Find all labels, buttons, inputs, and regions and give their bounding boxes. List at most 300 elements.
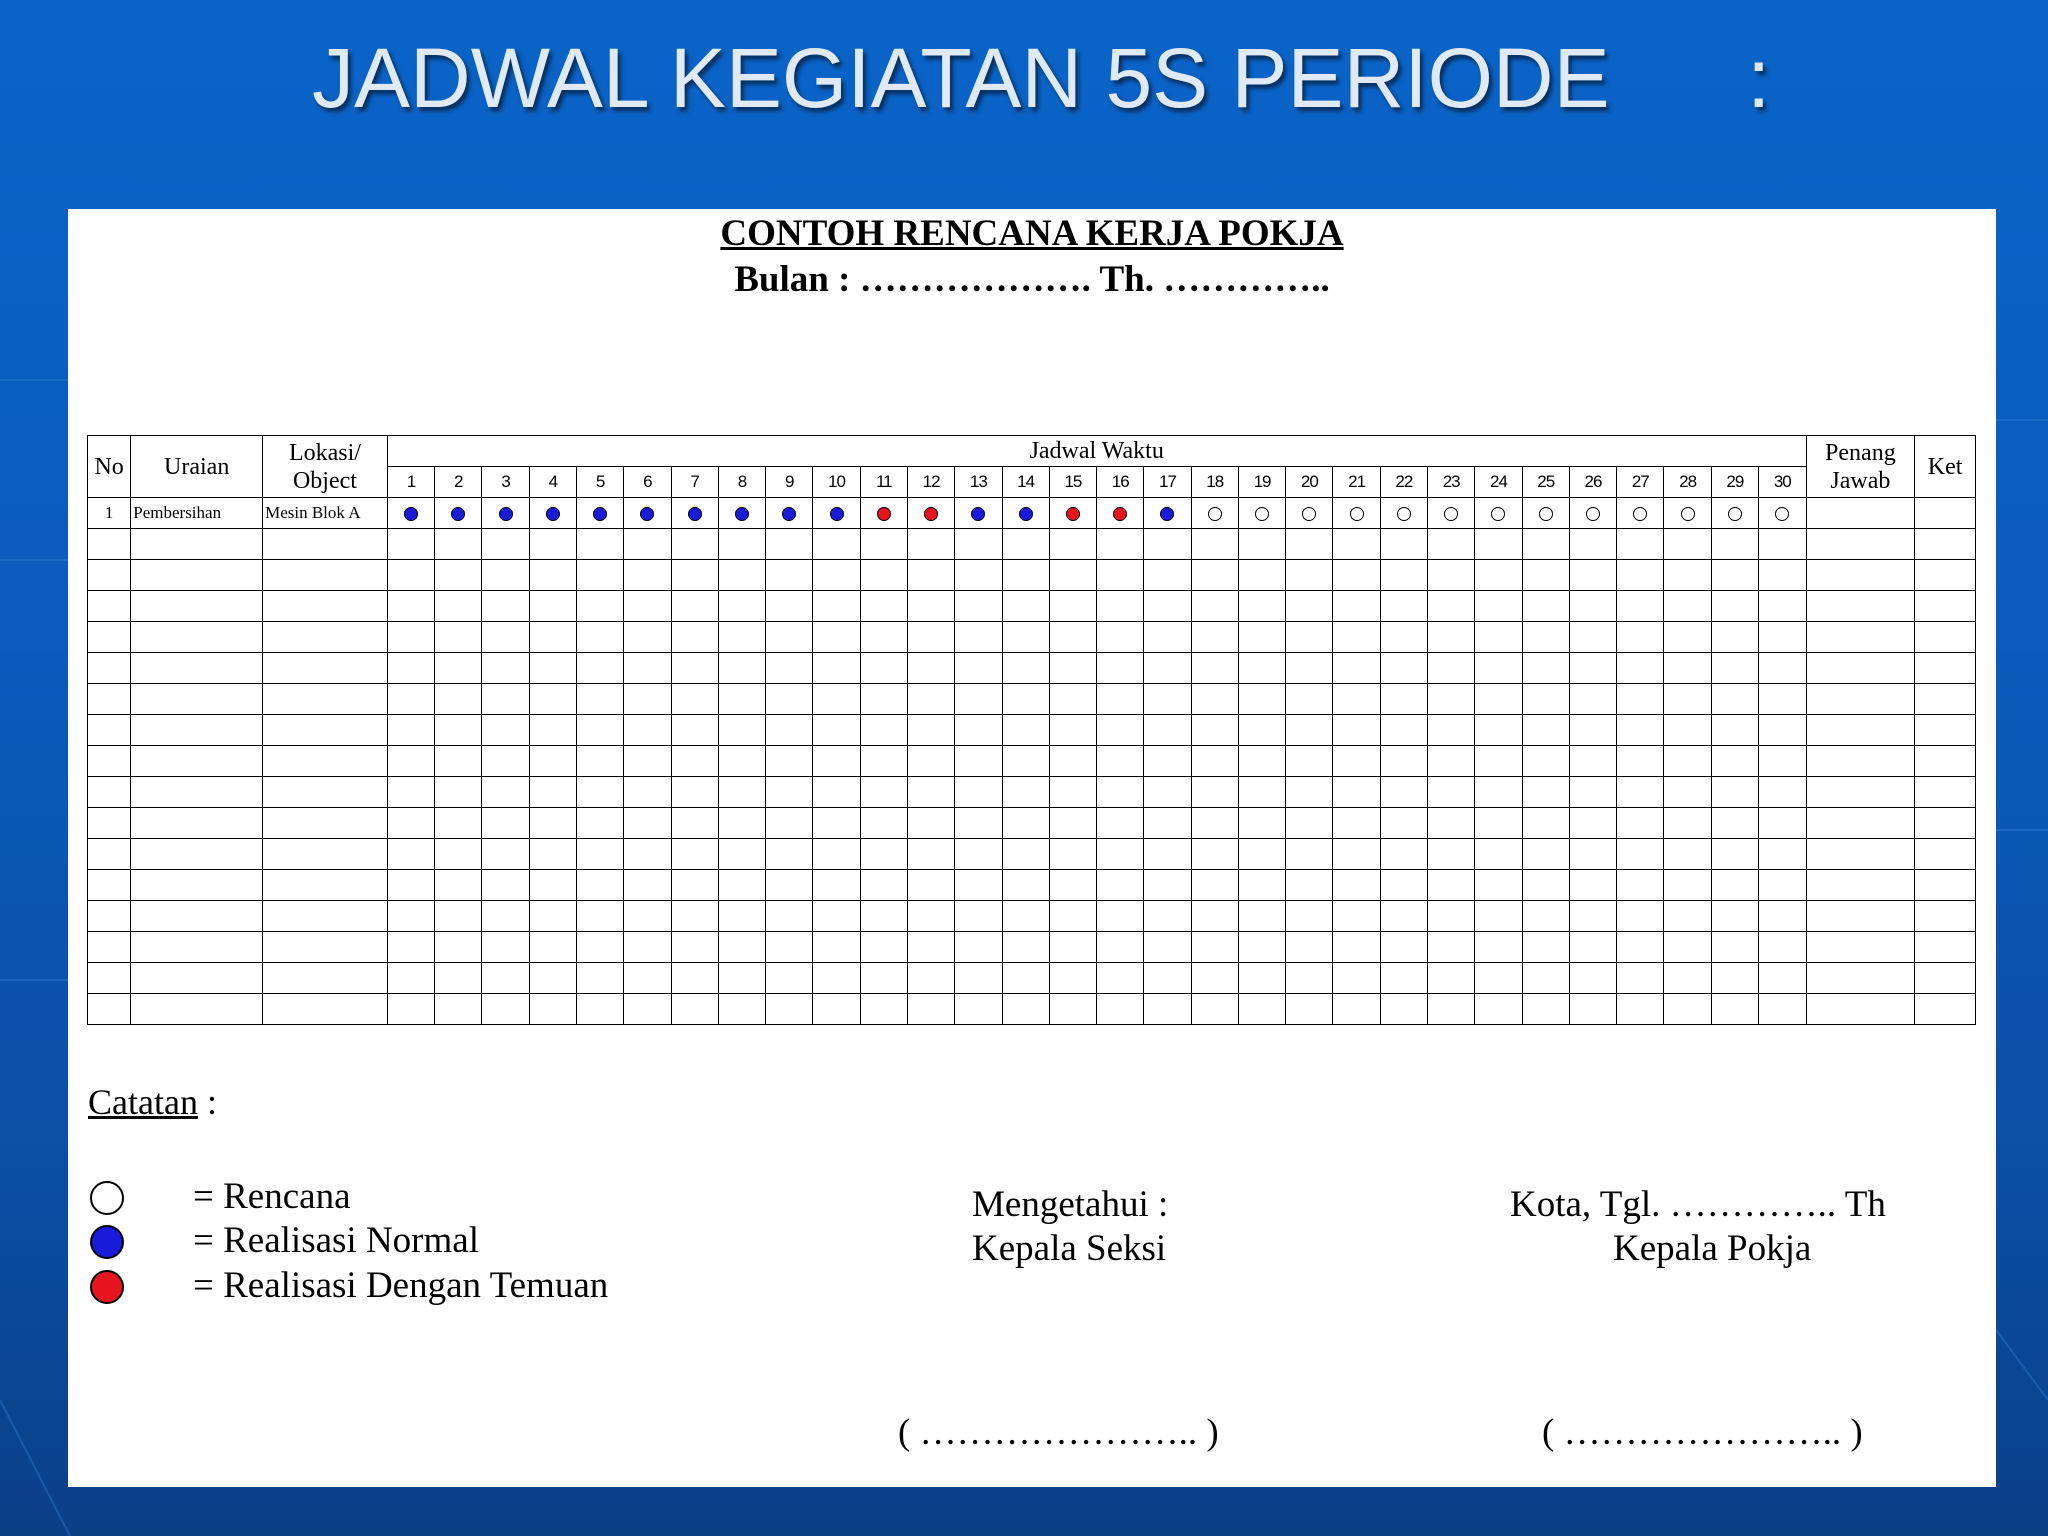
- empty-cell: [1806, 746, 1915, 777]
- empty-cell: [387, 963, 434, 994]
- empty-cell: [1759, 839, 1807, 870]
- empty-cell: [88, 932, 131, 963]
- empty-cell: [1144, 994, 1191, 1025]
- empty-cell: [1097, 901, 1144, 932]
- empty-cell: [1806, 901, 1915, 932]
- empty-cell: [907, 808, 954, 839]
- day-header: 13: [955, 467, 1002, 498]
- day-cell: [1097, 498, 1144, 529]
- day-cell: [1191, 498, 1238, 529]
- empty-cell: [1475, 560, 1522, 591]
- empty-cell: [576, 963, 623, 994]
- empty-cell: [718, 963, 765, 994]
- day-header: 7: [671, 467, 718, 498]
- empty-cell: [671, 901, 718, 932]
- empty-cell: [1097, 591, 1144, 622]
- empty-cell: [1286, 715, 1333, 746]
- empty-cell: [766, 591, 813, 622]
- empty-cell: [718, 591, 765, 622]
- empty-cell: [1475, 994, 1522, 1025]
- empty-cell: [1711, 529, 1758, 560]
- empty-cell: [766, 529, 813, 560]
- empty-cell: [482, 963, 529, 994]
- empty-cell: [1617, 808, 1664, 839]
- table-row: [88, 994, 1976, 1025]
- empty-cell: [624, 560, 671, 591]
- empty-cell: [671, 932, 718, 963]
- table-row: [88, 932, 1976, 963]
- empty-cell: [1759, 932, 1807, 963]
- empty-cell: [435, 684, 482, 715]
- normal-marker-icon: [90, 1225, 124, 1259]
- empty-cell: [955, 994, 1002, 1025]
- empty-cell: [1428, 560, 1475, 591]
- empty-cell: [263, 560, 388, 591]
- empty-cell: [1617, 622, 1664, 653]
- day-cell: [1333, 498, 1380, 529]
- empty-cell: [1002, 529, 1049, 560]
- empty-cell: [1475, 746, 1522, 777]
- empty-cell: [1428, 529, 1475, 560]
- empty-cell: [766, 746, 813, 777]
- empty-cell: [671, 653, 718, 684]
- empty-cell: [1333, 870, 1380, 901]
- signature-left-blank: ( ………………….. ): [898, 1412, 1219, 1453]
- empty-cell: [576, 808, 623, 839]
- empty-cell: [1664, 653, 1711, 684]
- empty-cell: [131, 746, 263, 777]
- empty-cell: [1002, 870, 1049, 901]
- empty-cell: [1191, 715, 1238, 746]
- empty-cell: [435, 901, 482, 932]
- empty-cell: [1915, 622, 1976, 653]
- empty-cell: [88, 777, 131, 808]
- temuan-marker-icon: [924, 507, 938, 521]
- empty-cell: [1759, 653, 1807, 684]
- table-row: [88, 963, 1976, 994]
- table-row: [88, 746, 1976, 777]
- empty-cell: [88, 653, 131, 684]
- empty-cell: [955, 870, 1002, 901]
- day-header: 21: [1333, 467, 1380, 498]
- empty-cell: [263, 653, 388, 684]
- empty-cell: [1191, 560, 1238, 591]
- empty-cell: [387, 746, 434, 777]
- empty-cell: [1475, 901, 1522, 932]
- empty-cell: [1806, 839, 1915, 870]
- empty-cell: [624, 591, 671, 622]
- signature-right-label: Kota, Tgl. ………….. Th: [1510, 1184, 1886, 1225]
- normal-marker-icon: [593, 507, 607, 521]
- empty-cell: [718, 901, 765, 932]
- day-cell: [1664, 498, 1711, 529]
- empty-cell: [131, 901, 263, 932]
- empty-cell: [482, 684, 529, 715]
- empty-cell: [718, 870, 765, 901]
- empty-cell: [1759, 870, 1807, 901]
- empty-cell: [1097, 684, 1144, 715]
- empty-cell: [671, 715, 718, 746]
- empty-cell: [860, 932, 907, 963]
- empty-cell: [624, 963, 671, 994]
- empty-cell: [131, 932, 263, 963]
- empty-cell: [88, 994, 131, 1025]
- empty-cell: [1711, 560, 1758, 591]
- rencana-marker-icon: [1681, 507, 1695, 521]
- empty-cell: [1569, 901, 1616, 932]
- day-cell: [955, 498, 1002, 529]
- empty-cell: [1711, 591, 1758, 622]
- empty-cell: [671, 622, 718, 653]
- empty-cell: [1049, 653, 1096, 684]
- slide-title: [0, 30, 2048, 140]
- empty-cell: [1097, 870, 1144, 901]
- empty-cell: [1286, 932, 1333, 963]
- day-cell: [482, 498, 529, 529]
- empty-cell: [1380, 963, 1427, 994]
- empty-cell: [1097, 529, 1144, 560]
- rencana-marker-icon: [1350, 507, 1364, 521]
- empty-cell: [263, 591, 388, 622]
- empty-cell: [907, 994, 954, 1025]
- empty-cell: [1475, 870, 1522, 901]
- empty-cell: [860, 560, 907, 591]
- document-sheet: [68, 209, 1996, 1487]
- empty-cell: [813, 746, 860, 777]
- empty-cell: [576, 622, 623, 653]
- empty-cell: [529, 870, 576, 901]
- empty-cell: [1617, 839, 1664, 870]
- header-uraian: Uraian: [131, 436, 263, 498]
- empty-cell: [1144, 560, 1191, 591]
- empty-cell: [1617, 746, 1664, 777]
- empty-cell: [907, 591, 954, 622]
- empty-cell: [263, 808, 388, 839]
- empty-cell: [1286, 901, 1333, 932]
- empty-cell: [1238, 870, 1285, 901]
- table-row: [88, 901, 1976, 932]
- empty-cell: [1002, 653, 1049, 684]
- empty-cell: [860, 746, 907, 777]
- table-row: [88, 870, 1976, 901]
- empty-cell: [671, 684, 718, 715]
- header-penanggung-jawab: Penang Jawab: [1806, 436, 1915, 498]
- empty-cell: [1711, 870, 1758, 901]
- empty-cell: [1711, 715, 1758, 746]
- empty-cell: [813, 622, 860, 653]
- empty-cell: [1049, 622, 1096, 653]
- empty-cell: [263, 839, 388, 870]
- empty-cell: [1191, 684, 1238, 715]
- empty-cell: [624, 870, 671, 901]
- empty-cell: [766, 994, 813, 1025]
- empty-cell: [1915, 839, 1976, 870]
- empty-cell: [813, 529, 860, 560]
- empty-cell: [860, 529, 907, 560]
- empty-cell: [1049, 560, 1096, 591]
- empty-cell: [1238, 901, 1285, 932]
- empty-cell: [1915, 529, 1976, 560]
- empty-cell: [1380, 684, 1427, 715]
- empty-cell: [907, 777, 954, 808]
- empty-cell: [529, 963, 576, 994]
- empty-cell: [529, 560, 576, 591]
- day-header: 8: [718, 467, 765, 498]
- empty-cell: [1002, 684, 1049, 715]
- empty-cell: [1380, 715, 1427, 746]
- empty-cell: [1522, 963, 1569, 994]
- table-row: [88, 808, 1976, 839]
- empty-cell: [1144, 870, 1191, 901]
- empty-cell: [1144, 777, 1191, 808]
- rencana-marker-icon: [1491, 507, 1505, 521]
- empty-cell: [1617, 684, 1664, 715]
- empty-cell: [1711, 901, 1758, 932]
- rencana-marker-icon: [1586, 507, 1600, 521]
- empty-cell: [1428, 994, 1475, 1025]
- empty-cell: [955, 622, 1002, 653]
- empty-cell: [860, 777, 907, 808]
- empty-cell: [1286, 777, 1333, 808]
- empty-cell: [1144, 622, 1191, 653]
- empty-cell: [1144, 901, 1191, 932]
- empty-cell: [88, 684, 131, 715]
- notes-title: [88, 1081, 217, 1123]
- empty-cell: [718, 932, 765, 963]
- empty-cell: [1806, 653, 1915, 684]
- empty-cell: [1380, 901, 1427, 932]
- empty-cell: [263, 994, 388, 1025]
- empty-cell: [1097, 808, 1144, 839]
- empty-cell: [718, 994, 765, 1025]
- empty-cell: [1002, 963, 1049, 994]
- empty-cell: [1191, 622, 1238, 653]
- empty-cell: [907, 715, 954, 746]
- empty-cell: [482, 622, 529, 653]
- table-row: [88, 839, 1976, 870]
- empty-cell: [529, 994, 576, 1025]
- empty-cell: [529, 622, 576, 653]
- empty-cell: [1428, 839, 1475, 870]
- empty-cell: [1333, 901, 1380, 932]
- day-cell: [671, 498, 718, 529]
- empty-cell: [131, 653, 263, 684]
- empty-cell: [482, 653, 529, 684]
- empty-cell: [1617, 963, 1664, 994]
- table-row: [88, 591, 1976, 622]
- empty-cell: [1475, 777, 1522, 808]
- empty-cell: [1191, 529, 1238, 560]
- empty-cell: [718, 839, 765, 870]
- empty-cell: [955, 963, 1002, 994]
- day-cell: [435, 498, 482, 529]
- empty-cell: [671, 963, 718, 994]
- empty-cell: [387, 994, 434, 1025]
- legend-label: = Realisasi Dengan Temuan: [193, 1265, 609, 1306]
- empty-cell: [1664, 839, 1711, 870]
- cell-penanggung-jawab: [1806, 498, 1915, 529]
- empty-cell: [1049, 746, 1096, 777]
- empty-cell: [813, 901, 860, 932]
- empty-cell: [131, 591, 263, 622]
- empty-cell: [1759, 684, 1807, 715]
- empty-cell: [1144, 839, 1191, 870]
- empty-cell: [1664, 963, 1711, 994]
- empty-cell: [1664, 715, 1711, 746]
- empty-cell: [1522, 870, 1569, 901]
- empty-cell: [1097, 777, 1144, 808]
- empty-cell: [766, 684, 813, 715]
- empty-cell: [1428, 808, 1475, 839]
- empty-cell: [1333, 777, 1380, 808]
- empty-cell: [1711, 808, 1758, 839]
- empty-cell: [1286, 994, 1333, 1025]
- empty-cell: [1617, 529, 1664, 560]
- day-cell: [387, 498, 434, 529]
- empty-cell: [529, 591, 576, 622]
- empty-cell: [1806, 684, 1915, 715]
- empty-cell: [624, 808, 671, 839]
- empty-cell: [88, 560, 131, 591]
- empty-cell: [1238, 746, 1285, 777]
- empty-cell: [1097, 715, 1144, 746]
- empty-cell: [1286, 653, 1333, 684]
- empty-cell: [860, 839, 907, 870]
- empty-cell: [1522, 901, 1569, 932]
- empty-cell: [131, 529, 263, 560]
- empty-cell: [1049, 839, 1096, 870]
- signature-right-role: Kepala Pokja: [1613, 1228, 1812, 1269]
- empty-cell: [482, 715, 529, 746]
- normal-marker-icon: [546, 507, 560, 521]
- empty-cell: [1522, 746, 1569, 777]
- empty-cell: [435, 808, 482, 839]
- empty-cell: [88, 808, 131, 839]
- day-cell: [1475, 498, 1522, 529]
- empty-cell: [1191, 963, 1238, 994]
- day-header: 3: [482, 467, 529, 498]
- empty-cell: [1711, 684, 1758, 715]
- empty-cell: [1569, 529, 1616, 560]
- day-cell: [1759, 498, 1807, 529]
- normal-marker-icon: [830, 507, 844, 521]
- empty-cell: [1522, 777, 1569, 808]
- empty-cell: [766, 932, 813, 963]
- empty-cell: [718, 529, 765, 560]
- empty-cell: [955, 591, 1002, 622]
- empty-cell: [766, 653, 813, 684]
- temuan-marker-icon: [877, 507, 891, 521]
- empty-cell: [1806, 994, 1915, 1025]
- table-row: [88, 684, 1976, 715]
- day-header: 17: [1144, 467, 1191, 498]
- empty-cell: [1617, 591, 1664, 622]
- empty-cell: [766, 560, 813, 591]
- empty-cell: [482, 560, 529, 591]
- empty-cell: [1711, 932, 1758, 963]
- empty-cell: [1915, 901, 1976, 932]
- empty-cell: [1522, 560, 1569, 591]
- empty-cell: [1002, 746, 1049, 777]
- empty-cell: [435, 653, 482, 684]
- empty-cell: [88, 529, 131, 560]
- empty-cell: [529, 839, 576, 870]
- empty-cell: [1915, 932, 1976, 963]
- empty-cell: [1380, 622, 1427, 653]
- empty-cell: [1569, 870, 1616, 901]
- empty-cell: [766, 622, 813, 653]
- empty-cell: [1915, 808, 1976, 839]
- empty-cell: [1664, 808, 1711, 839]
- empty-cell: [955, 839, 1002, 870]
- cell-no: 1: [88, 498, 131, 529]
- empty-cell: [1144, 932, 1191, 963]
- day-cell: [576, 498, 623, 529]
- empty-cell: [1380, 560, 1427, 591]
- signature-left-label: Mengetahui :: [972, 1184, 1169, 1225]
- empty-cell: [671, 529, 718, 560]
- empty-cell: [1664, 932, 1711, 963]
- empty-cell: [1002, 560, 1049, 591]
- empty-cell: [387, 870, 434, 901]
- empty-cell: [482, 808, 529, 839]
- empty-cell: [482, 901, 529, 932]
- temuan-marker-icon: [1066, 507, 1080, 521]
- empty-cell: [1049, 808, 1096, 839]
- notes-title-text: Catatan: [88, 1082, 198, 1122]
- empty-cell: [860, 591, 907, 622]
- empty-cell: [387, 777, 434, 808]
- empty-cell: [1806, 808, 1915, 839]
- empty-cell: [1617, 560, 1664, 591]
- legend-label: = Realisasi Normal: [193, 1220, 479, 1261]
- empty-cell: [529, 746, 576, 777]
- empty-cell: [1617, 994, 1664, 1025]
- empty-cell: [131, 777, 263, 808]
- empty-cell: [1144, 653, 1191, 684]
- empty-cell: [624, 994, 671, 1025]
- day-header: 15: [1049, 467, 1096, 498]
- empty-cell: [1191, 777, 1238, 808]
- empty-cell: [1915, 653, 1976, 684]
- header-ket: Ket: [1915, 436, 1976, 498]
- empty-cell: [1380, 808, 1427, 839]
- empty-cell: [1569, 777, 1616, 808]
- empty-cell: [1522, 994, 1569, 1025]
- empty-cell: [907, 932, 954, 963]
- normal-marker-icon: [640, 507, 654, 521]
- cell-ket: [1915, 498, 1976, 529]
- empty-cell: [435, 932, 482, 963]
- empty-cell: [88, 870, 131, 901]
- empty-cell: [955, 653, 1002, 684]
- normal-marker-icon: [735, 507, 749, 521]
- signature-right-blank: ( ………………….. ): [1542, 1412, 1863, 1453]
- empty-cell: [1664, 622, 1711, 653]
- empty-cell: [387, 901, 434, 932]
- empty-cell: [1617, 715, 1664, 746]
- normal-marker-icon: [451, 507, 465, 521]
- empty-cell: [1759, 529, 1807, 560]
- rencana-marker-icon: [1539, 507, 1553, 521]
- empty-cell: [1428, 963, 1475, 994]
- empty-cell: [387, 715, 434, 746]
- empty-cell: [482, 591, 529, 622]
- day-cell: [1569, 498, 1616, 529]
- empty-cell: [1664, 777, 1711, 808]
- day-cell: [1380, 498, 1427, 529]
- header-lokasi: Lokasi/ Object: [263, 436, 388, 498]
